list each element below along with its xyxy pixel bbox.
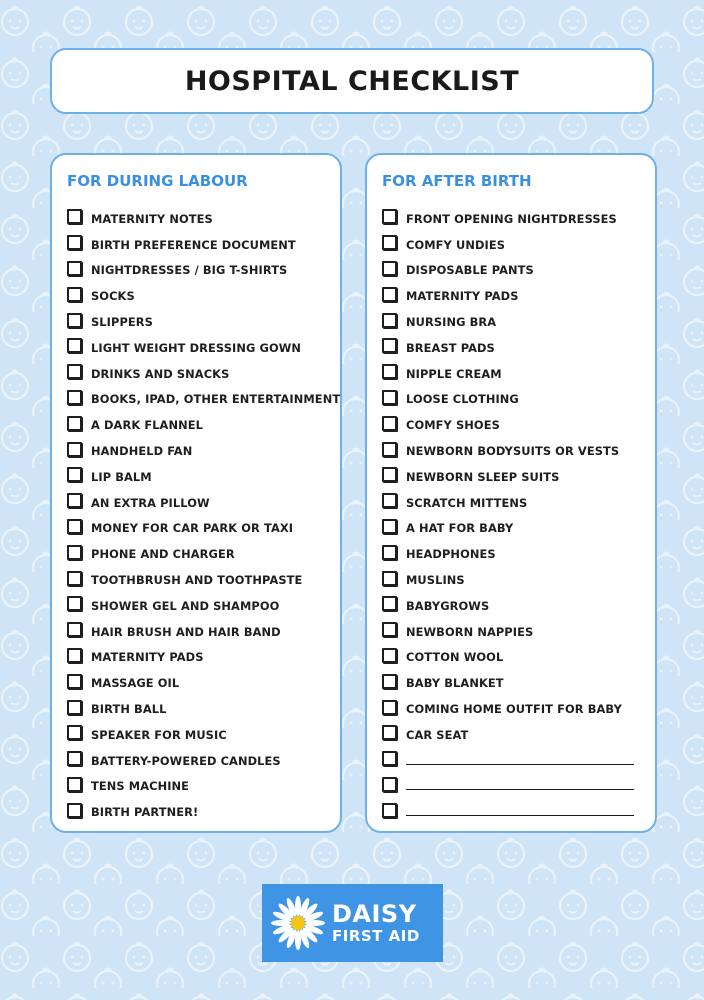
- checkbox[interactable]: [67, 493, 82, 508]
- checklist-item: [382, 438, 649, 464]
- checklist-item-label: NIGHTDRESSES / BIG T-SHIRTS: [91, 263, 288, 278]
- checklist-item: [67, 361, 334, 387]
- checkbox[interactable]: [382, 519, 397, 534]
- checklist-item-label: BOOKS, IPAD, OTHER ENTERTAINMENT: [91, 392, 341, 407]
- after-birth-panel: [365, 153, 657, 833]
- after-birth-heading: FOR AFTER BIRTH: [382, 172, 532, 190]
- checkbox[interactable]: [67, 467, 82, 482]
- checklist-item-label: SLIPPERS: [91, 315, 153, 330]
- checklist-item: [67, 696, 334, 722]
- checklist-item: [382, 670, 649, 696]
- checkbox[interactable]: [382, 416, 397, 431]
- checklist-item-label: LOOSE CLOTHING: [406, 392, 519, 407]
- checklist-item-label: NEWBORN SLEEP SUITS: [406, 469, 560, 484]
- checkbox[interactable]: [382, 390, 397, 405]
- checklist-item-label: HAIR BRUSH AND HAIR BAND: [91, 624, 281, 639]
- checklist-item: [382, 593, 649, 619]
- checklist-item: [382, 412, 649, 438]
- checklist-item: [382, 387, 649, 413]
- during-labour-panel: [50, 153, 342, 833]
- logo-line-1: DAISY: [332, 900, 417, 928]
- checkbox[interactable]: [67, 674, 82, 689]
- checkbox[interactable]: [67, 364, 82, 379]
- checklist-item-label: BREAST PADS: [406, 340, 495, 355]
- blank-write-in-line[interactable]: [406, 788, 634, 790]
- checklist-item: [67, 541, 334, 567]
- checklist-item: [382, 516, 649, 542]
- checklist-item-label: FRONT OPENING NIGHTDRESSES: [406, 211, 617, 226]
- checklist-item: [382, 696, 649, 722]
- checkbox[interactable]: [382, 364, 397, 379]
- checklist-item: [67, 748, 334, 774]
- title-box: [50, 48, 654, 114]
- checkbox[interactable]: [67, 751, 82, 766]
- checklist-item: [67, 490, 334, 516]
- checkbox[interactable]: [382, 596, 397, 611]
- checklist-item: [67, 593, 334, 619]
- logo-text: [332, 901, 420, 945]
- checklist-item-label: HANDHELD FAN: [91, 444, 193, 459]
- checklist-item: [382, 541, 649, 567]
- checkbox[interactable]: [382, 674, 397, 689]
- checklist-item: [67, 567, 334, 593]
- checkbox[interactable]: [382, 338, 397, 353]
- checkbox[interactable]: [382, 313, 397, 328]
- daisy-flower-icon: [270, 895, 326, 951]
- checklist-item: [67, 516, 334, 542]
- checklist-item-label: MASSAGE OIL: [91, 676, 180, 691]
- checklist-item-label: NEWBORN NAPPIES: [406, 624, 534, 639]
- checklist-item-label: BABYGROWS: [406, 598, 490, 613]
- checkbox[interactable]: [382, 571, 397, 586]
- checkbox[interactable]: [382, 751, 397, 766]
- checkbox[interactable]: [382, 777, 397, 792]
- checkbox[interactable]: [382, 648, 397, 663]
- checklist-item-label: NEWBORN BODYSUITS OR VESTS: [406, 444, 620, 459]
- checklist-item-label: COTTON WOOL: [406, 650, 504, 665]
- checkbox[interactable]: [382, 493, 397, 508]
- checklist-item-label: DISPOSABLE PANTS: [406, 263, 534, 278]
- checkbox[interactable]: [67, 725, 82, 740]
- checklist-item: [67, 412, 334, 438]
- checkbox[interactable]: [382, 803, 397, 818]
- checkbox[interactable]: [382, 622, 397, 637]
- checklist-item-label: CAR SEAT: [406, 727, 469, 742]
- checklist-item-label: MUSLINS: [406, 573, 465, 588]
- checkbox[interactable]: [67, 622, 82, 637]
- blank-checklist-item: [382, 799, 649, 825]
- checklist-item: [67, 619, 334, 645]
- daisy-first-aid-logo: [262, 884, 443, 962]
- checkbox[interactable]: [382, 209, 397, 224]
- checkbox[interactable]: [382, 287, 397, 302]
- page-title: HOSPITAL CHECKLIST: [184, 65, 520, 97]
- blank-write-in-line[interactable]: [406, 763, 634, 765]
- checklist-item-label: TENS MACHINE: [91, 779, 190, 794]
- checkbox[interactable]: [67, 416, 82, 431]
- checkbox[interactable]: [67, 777, 82, 792]
- checklist-item: [67, 438, 334, 464]
- checklist-item: [382, 645, 649, 671]
- checklist-item-label: AN EXTRA PILLOW: [91, 495, 210, 510]
- checkbox[interactable]: [67, 545, 82, 560]
- checklist-item: [382, 206, 649, 232]
- checklist-item: [382, 490, 649, 516]
- checklist-item: [67, 464, 334, 490]
- checklist-item: [67, 309, 334, 335]
- checklist-item-label: HEADPHONES: [406, 547, 496, 562]
- checklist-item-label: MATERNITY NOTES: [91, 211, 213, 226]
- checklist-item-label: SOCKS: [91, 289, 135, 304]
- checkbox[interactable]: [67, 519, 82, 534]
- checklist-item-label: LIGHT WEIGHT DRESSING GOWN: [91, 340, 302, 355]
- checklist-item-label: MATERNITY PADS: [406, 289, 519, 304]
- checklist-item-label: NIPPLE CREAM: [406, 366, 502, 381]
- checkbox[interactable]: [67, 209, 82, 224]
- checklist-item-label: TOOTHBRUSH AND TOOTHPASTE: [91, 573, 303, 588]
- checklist-item-label: SCRATCH MITTENS: [406, 495, 528, 510]
- checklist-item-label: BIRTH BALL: [91, 702, 167, 717]
- checkbox[interactable]: [67, 442, 82, 457]
- checklist-item-label: NURSING BRA: [406, 315, 497, 330]
- checkbox[interactable]: [67, 338, 82, 353]
- checklist-item-label: SHOWER GEL AND SHAMPOO: [91, 598, 280, 613]
- checkbox[interactable]: [382, 545, 397, 560]
- checkbox[interactable]: [67, 648, 82, 663]
- checkbox[interactable]: [382, 725, 397, 740]
- checklist-item-label: BIRTH PARTNER!: [91, 805, 199, 820]
- checklist-item: [382, 283, 649, 309]
- checklist-item: [67, 645, 334, 671]
- checklist-item: [382, 361, 649, 387]
- checklist-item: [382, 464, 649, 490]
- checklist-item: [382, 258, 649, 284]
- checklist-item: [67, 232, 334, 258]
- checklist-item-label: MONEY FOR CAR PARK OR TAXI: [91, 521, 294, 536]
- blank-checklist-item: [382, 748, 649, 774]
- checklist-item: [67, 722, 334, 748]
- checklist-item: [67, 387, 341, 413]
- checklist-item: [67, 335, 334, 361]
- checklist-item: [67, 206, 334, 232]
- checkbox[interactable]: [382, 442, 397, 457]
- checkbox[interactable]: [67, 235, 82, 250]
- checklist-item: [382, 232, 649, 258]
- during-labour-list: [67, 206, 341, 825]
- checklist-item-label: COMFY UNDIES: [406, 237, 506, 252]
- checklist-item-label: A DARK FLANNEL: [91, 418, 203, 433]
- after-birth-list: [382, 206, 649, 825]
- checkbox[interactable]: [382, 467, 397, 482]
- checklist-item-label: DRINKS AND SNACKS: [91, 366, 230, 381]
- checkbox[interactable]: [382, 700, 397, 715]
- checklist-item: [382, 335, 649, 361]
- checklist-item-label: LIP BALM: [91, 469, 152, 484]
- checkbox[interactable]: [67, 313, 82, 328]
- checklist-item: [67, 670, 334, 696]
- checklist-item-label: SPEAKER FOR MUSIC: [91, 727, 227, 742]
- blank-checklist-item: [382, 774, 649, 800]
- checkbox[interactable]: [382, 235, 397, 250]
- checklist-item: [382, 722, 649, 748]
- checkbox[interactable]: [67, 261, 82, 276]
- checkbox[interactable]: [67, 596, 82, 611]
- checklist-item-label: BABY BLANKET: [406, 676, 504, 691]
- checklist-item-label: BIRTH PREFERENCE DOCUMENT: [91, 237, 296, 252]
- during-labour-heading: FOR DURING LABOUR: [67, 172, 248, 190]
- checklist-item: [382, 309, 649, 335]
- checklist-item: [67, 774, 334, 800]
- checklist-item: [67, 258, 334, 284]
- logo-line-2: FIRST AID: [332, 927, 420, 945]
- checkbox[interactable]: [67, 390, 82, 405]
- checklist-item-label: COMFY SHOES: [406, 418, 500, 433]
- checklist-item: [382, 567, 649, 593]
- checklist-item-label: COMING HOME OUTFIT FOR BABY: [406, 702, 622, 717]
- checklist-item-label: A HAT FOR BABY: [406, 521, 514, 536]
- checklist-item: [67, 283, 334, 309]
- blank-write-in-line[interactable]: [406, 814, 634, 816]
- checkbox[interactable]: [67, 700, 82, 715]
- checklist-item-label: PHONE AND CHARGER: [91, 547, 235, 562]
- checklist-item-label: MATERNITY PADS: [91, 650, 204, 665]
- checkbox[interactable]: [382, 261, 397, 276]
- checklist-item: [382, 619, 649, 645]
- checkbox[interactable]: [67, 803, 82, 818]
- checkbox[interactable]: [67, 287, 82, 302]
- checklist-item: [67, 799, 334, 825]
- checkbox[interactable]: [67, 571, 82, 586]
- checklist-item-label: BATTERY-POWERED CANDLES: [91, 753, 281, 768]
